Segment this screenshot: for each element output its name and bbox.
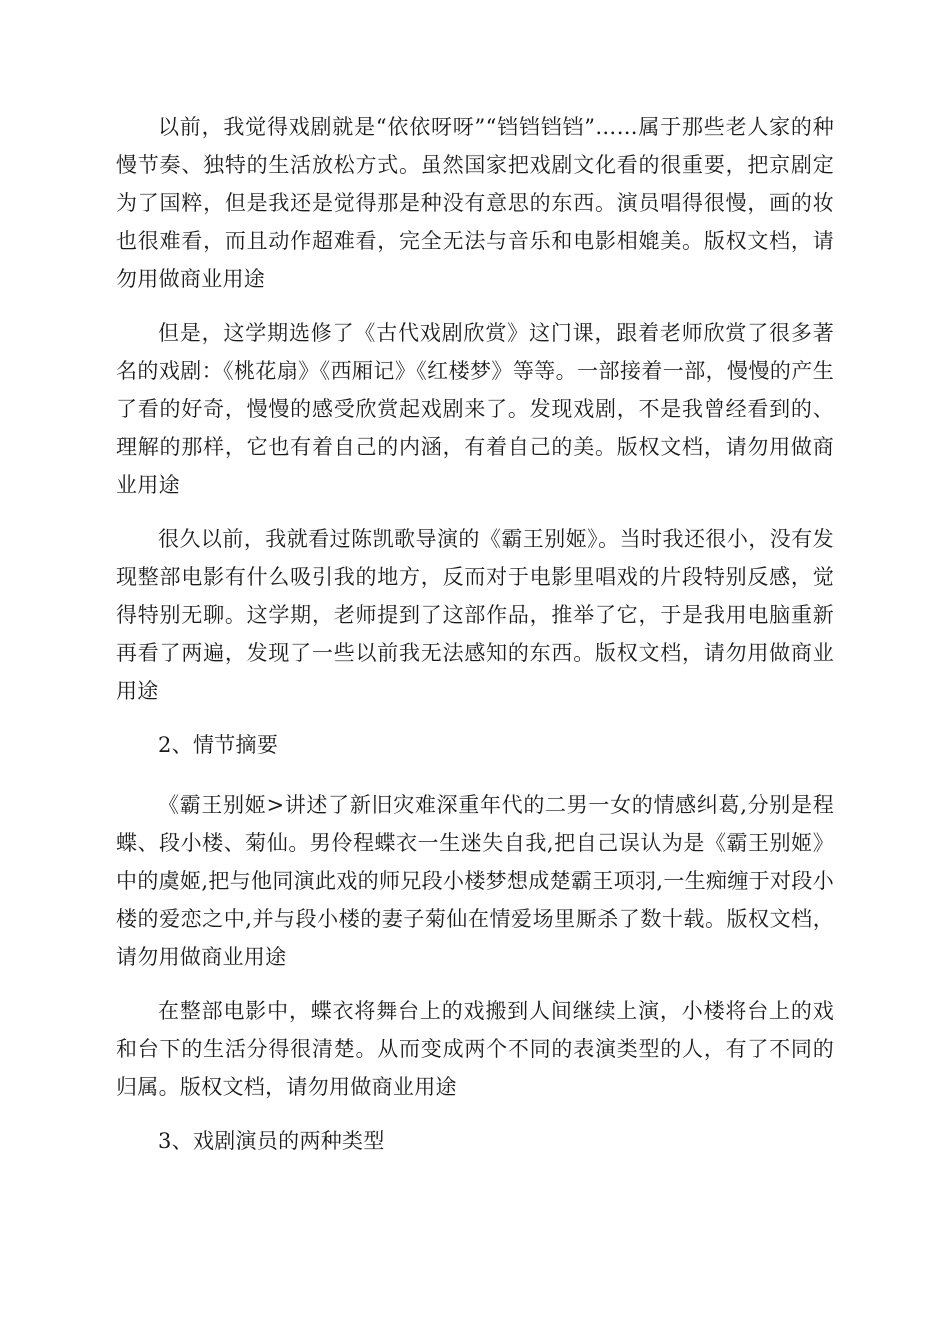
paragraph-5: 在整部电影中，蝶衣将舞台上的戏搬到人间继续上演，小楼将台上的戏和台下的生活分得很清楚。从而变成两个不同的表演类型的人，有了不同的归属。版权文档，请勿用做商业用途 <box>116 999 834 1099</box>
section-heading-plot-summary: 2、情节摘要 <box>158 733 279 757</box>
paragraph-3: 很久以前，我就看过陈凯歌导演的《霸王别姬》。当时我还很小，没有发现整部电影有什么吸引我的地方，反而对于电影里唱戏的片段特别反感，觉得特别无聊。这学期，老师提到了这部作品，推举了它，于是我用电脑重新再看了两遍，发现了一些以前我无法感知的东西。版权文档，请勿用做商业用途 <box>116 527 834 703</box>
section-heading-actor-types: 3、戏剧演员的两种类型 <box>158 1129 385 1153</box>
paragraph-4: 《霸王别姬>讲述了新旧灾难深重年代的二男一女的情感纠葛,分别是程蝶、段小楼、菊仙。男伶程蝶衣一生迷失自我,把自己误认为是《霸王别姬》中的虞姬,把与他同演此戏的师兄段小楼梦想成楚霸王项羽,一生痴缠于对段小楼的爱恋之中,并与段小楼的妻子菊仙在情爱场里厮杀了数十载。版权文档，请勿用做商业用途 <box>116 793 834 969</box>
paragraph-1: 以前，我觉得戏剧就是“依依呀呀”“铛铛铛铛”……属于那些老人家的种慢节奏、独特的生活放松方式。虽然国家把戏剧文化看的很重要，把京剧定为了国粹，但是我还是觉得那是种没有意思的东西。演员唱得很慢，画的妆也很难看，而且动作超难看，完全无法与音乐和电影相媲美。版权文档，请勿用做商业用途 <box>116 115 834 291</box>
document-page <box>116 108 834 1182</box>
paragraph-2: 但是，这学期选修了《古代戏剧欣赏》这门课，跟着老师欣赏了很多著名的戏剧：《桃花扇》《西厢记》《红楼梦》等等。一部接着一部，慢慢的产生了看的好奇，慢慢的感受欣赏起戏剧来了。发现戏剧，不是我曾经看到的、理解的那样，它也有着自己的内涵，有着自己的美。版权文档，请勿用做商业用途 <box>116 321 834 497</box>
